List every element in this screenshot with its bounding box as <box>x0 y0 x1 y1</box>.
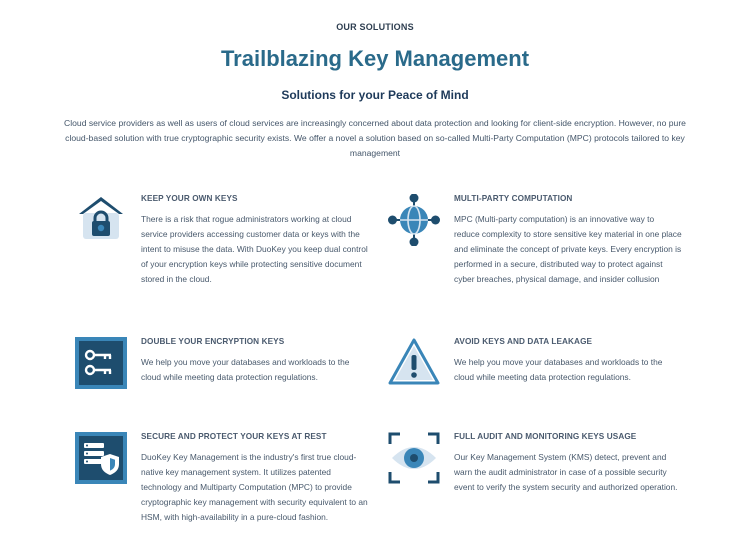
feature-title: MULTI-PARTY COMPUTATION <box>454 194 573 203</box>
multi-party-network-icon <box>388 194 440 246</box>
warning-icon <box>388 337 440 389</box>
feature-body: DuoKey Key Management is the industry's first true cloud-native key management system. It utilizes patented technology and Multiparty Computation (MPC) to provide cryptographic key management with security equivalent to an HSM, with high-availability in a pure-cloud fashion. <box>141 452 368 522</box>
section-eyebrow: OUR SOLUTIONS <box>336 22 414 32</box>
double-keys-icon <box>75 337 127 389</box>
feature-title: KEEP YOUR OWN KEYS <box>141 194 238 203</box>
intro-paragraph: Cloud service providers as well as users of cloud services are increasingly concerned about data protection and looking for client-side encryption. However, no pure cloud-based solution with true cryptographic security exists. We offer a novel a solution based on so-called Multi-Party Computation (MPC) protocols tailored to key management <box>64 118 686 158</box>
feature-title: DOUBLE YOUR ENCRYPTION KEYS <box>141 337 285 346</box>
page-title: Trailblazing Key Management <box>220 46 530 71</box>
eye-scan-icon <box>388 432 440 484</box>
feature-title: FULL AUDIT AND MONITORING KEYS USAGE <box>454 432 637 441</box>
feature-body: MPC (Multi-party computation) is an innovative way to reduce complexity to store sensitive key material in one place and eliminate the concept of private keys. Every encryption is performed in a secure, distributed way to protect against cyber breaches, physical damage, and insider collusion <box>454 214 682 284</box>
feature-body: We help you move your databases and workloads to the cloud while meeting data protection regulations. <box>141 357 350 382</box>
server-shield-icon <box>75 432 127 484</box>
feature-title: AVOID KEYS AND DATA LEAKAGE <box>454 337 593 346</box>
feature-title: SECURE AND PROTECT YOUR KEYS AT REST <box>141 432 327 441</box>
feature-body: We help you move your databases and workloads to the cloud while meeting data protection regulations. <box>454 357 663 382</box>
feature-body: Our Key Management System (KMS) detect, prevent and warn the audit administrator in case of a possible security event to verify the system security and authorized operation. <box>454 452 678 492</box>
page-subtitle: Solutions for your Peace of Mind <box>281 88 469 102</box>
feature-body: There is a risk that rogue administrators working at cloud service providers accessing customer data or keys with the intent to misuse the data. With DuoKey you keep dual control of your encryption keys while protecting sensitive document stored in the cloud. <box>141 214 368 284</box>
house-lock-icon <box>75 194 127 246</box>
